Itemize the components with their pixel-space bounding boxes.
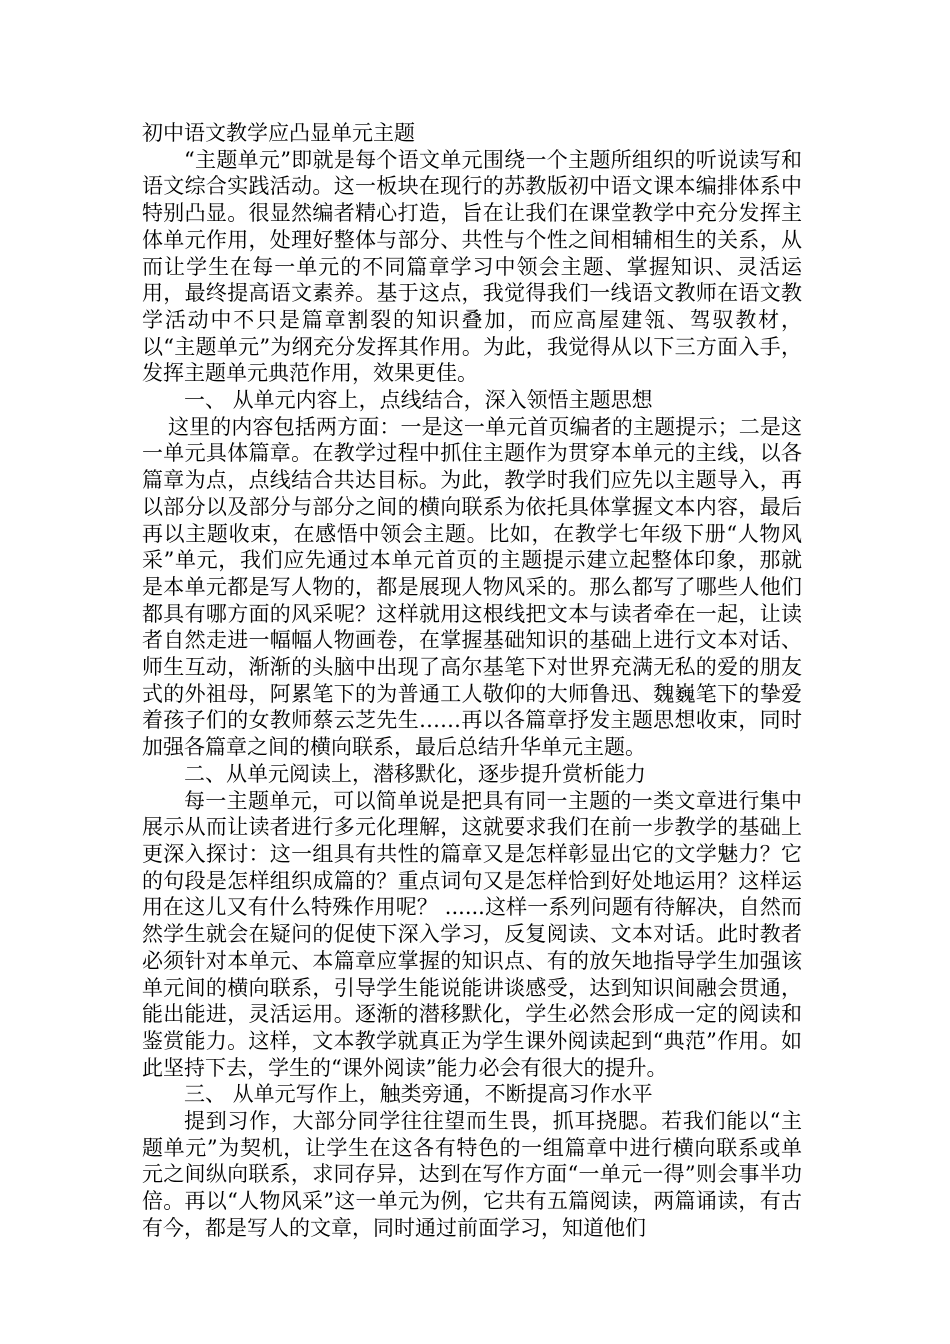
section-heading-2: 二、从单元阅读上，潜移默化，逐步提升赏析能力 (184, 761, 646, 786)
section-heading-3: 三、 从单元写作上，触类旁通，不断提高习作水平 (184, 1082, 653, 1107)
document-page (142, 120, 802, 1242)
section-3-paragraph: 提到习作，大部分同学往往望而生畏，抓耳挠腮。若我们能以“主题单元”为契机，让学生在这各有特色的一组篇章中进行横向联系或单元之间纵向联系，求同存异，达到在写作方面“一单元一得”则会事半功倍。再以“人物风采”这一单元为例，它共有五篇阅读，两篇诵读，有古有今，都是写人的文章，同时通过前面学习，知道他们 (142, 1109, 802, 1240)
section-1-paragraph: 这里的内容包括两方面：一是这一单元首页编者的主题提示；二是这一单元具体篇章。在教学过程中抓住主题作为贯穿本单元的主线，以各篇章为点，点线结合共达目标。为此，教学时我们应先以主题导入，再以部分以及部分与部分之间的横向联系为依托具体掌握文本内容，最后再以主题收束，在感悟中领会主题。比如，在教学七年级下册“人物风采”单元，我们应先通过本单元首页的主题提示建立起整体印象，那就是本单元都是写人物的，都是展现人物风采的。那么都写了哪些人他们都具有哪方面的风采呢？这样就用这根线把文本与读者牵在一起，让读者自然走进一幅幅人物画卷，在掌握基础知识的基础上进行文本对话、师生互动，渐渐的头脑中出现了高尔基笔下对世界充满无私的爱的朋友式的外祖母，阿累笔下的为普通工人敬仰的大师鲁迅、魏巍笔下的挚爱着孩子们的女教师蔡云芝先生……再以各篇章抒发主题思想收束，同时加强各篇章之间的横向联系，最后总结升华单元主题。 (142, 414, 802, 760)
section-2-paragraph: 每一主题单元，可以简单说是把具有同一主题的一类文章进行集中展示从而让读者进行多元化理解，这就要求我们在前一步教学的基础上更深入探讨：这一组具有共性的篇章又是怎样彰显出它的文学魅力？它的句段是怎样组织成篇的？重点词句又是怎样恰到好处地运用？这样运用在这儿又有什么特殊作用呢？ ......这样一系列问题有待解决，自然而然学生就会在疑问的促使下深入学习，反复阅读、文本对话。此时教者必须针对本单元、本篇章应掌握的知识点、有的放矢地指导学生加强该单元间的横向联系，引导学生能说能讲谈感受，达到知识间融会贯通，能出能进，灵活运用。逐渐的潜移默化，学生必然会形成一定的阅读和鉴赏能力。这样，文本教学就真正为学生课外阅读起到“典范”作用。如此坚持下去，学生的“课外阅读”能力必会有很大的提升。 (142, 788, 802, 1080)
section-heading-1: 一、 从单元内容上，点线结合，深入领悟主题思想 (184, 388, 653, 413)
document-title: 初中语文教学应凸显单元主题 (142, 121, 415, 145)
intro-paragraph: “主题单元”即就是每个语文单元围绕一个主题所组织的听说读写和语文综合实践活动。这一板块在现行的苏教版初中语文课本编排体系中特别凸显。很显然编者精心打造，旨在让我们在课堂教学中充分发挥主体单元作用，处理好整体与部分、共性与个性之间相辅相生的关系，从而让学生在每一单元的不同篇章学习中领会主题、掌握知识、灵活运用，最终提高语文素养。基于这点，我觉得我们一线语文教师在语文教学活动中不只是篇章割裂的知识叠加，而应高屋建瓴、驾驭教材，以“主题单元”为纲充分发挥其作用。为此，我觉得从以下三方面入手，发挥主题单元典范作用，效果更佳。 (142, 147, 802, 386)
